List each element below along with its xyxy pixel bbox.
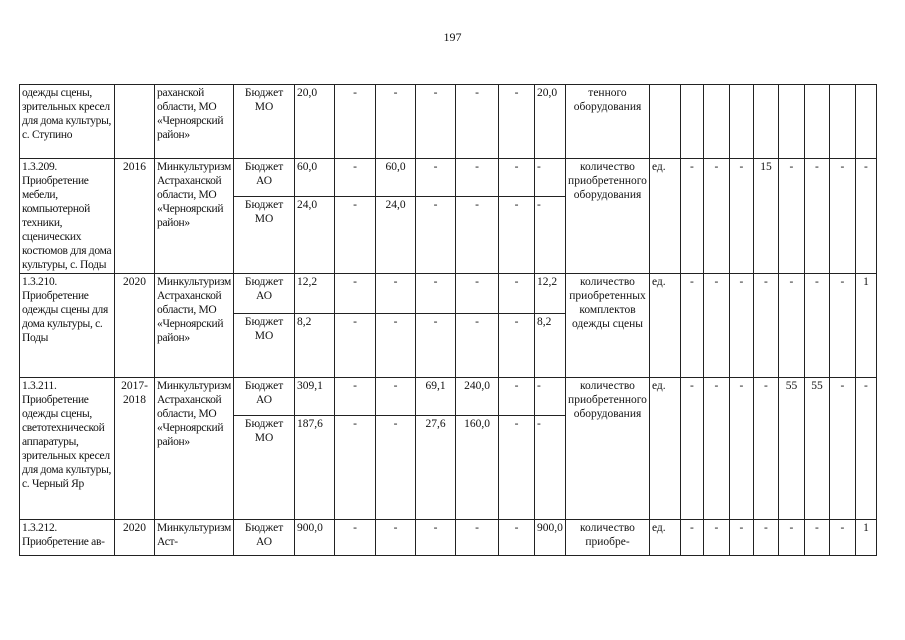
indicator-value-5: -: [778, 520, 804, 556]
indicator-value-3: -: [729, 520, 753, 556]
year-amount-3: -: [416, 85, 456, 159]
year-amount-5: -: [499, 314, 535, 378]
year-amount-1: -: [335, 314, 376, 378]
year-amount-4: 160,0: [456, 416, 499, 520]
indicator-value-2: -: [703, 159, 729, 274]
table-row: [20, 520, 877, 556]
indicator-value-1: [680, 85, 703, 159]
activity-name: одежды сцены, зрительных кресел для дома культуры, с. Ступино: [20, 85, 115, 159]
year-amount-4: -: [456, 520, 499, 556]
year-amount-1: -: [335, 274, 376, 314]
year-amount-1: -: [335, 197, 376, 274]
year-amount-2: -: [376, 274, 416, 314]
funding-source: Бюджет АО: [234, 378, 295, 416]
year-amount-4: -: [456, 314, 499, 378]
year-amount-6: -: [535, 416, 566, 520]
period-cell: 2016: [115, 159, 155, 274]
indicator-value-8: -: [855, 378, 876, 520]
unit-cell: ед.: [649, 159, 680, 274]
executor-cell: Минкультуризм Астраханской области, МО «Черноярский район»: [155, 274, 234, 378]
year-amount-6: 12,2: [535, 274, 566, 314]
total-amount: 20,0: [295, 85, 335, 159]
total-amount: 187,6: [295, 416, 335, 520]
year-amount-6: -: [535, 197, 566, 274]
indicator-value-4: -: [753, 274, 778, 378]
year-amount-6: -: [535, 378, 566, 416]
year-amount-5: -: [499, 416, 535, 520]
indicator-value-2: [703, 85, 729, 159]
indicator-value-6: 55: [804, 378, 829, 520]
indicator-value-5: 55: [778, 378, 804, 520]
funding-source: Бюджет МО: [234, 314, 295, 378]
year-amount-3: -: [416, 274, 456, 314]
indicator-value-3: [729, 85, 753, 159]
year-amount-1: -: [335, 159, 376, 197]
indicator-value-8: -: [855, 159, 876, 274]
year-amount-4: -: [456, 85, 499, 159]
indicator-value-6: -: [804, 159, 829, 274]
indicator-value-1: -: [680, 274, 703, 378]
year-amount-2: -: [376, 85, 416, 159]
funding-source: Бюджет АО: [234, 520, 295, 556]
total-amount: 8,2: [295, 314, 335, 378]
indicator-value-8: 1: [855, 520, 876, 556]
year-amount-1: -: [335, 85, 376, 159]
funding-source: Бюджет МО: [234, 197, 295, 274]
year-amount-1: -: [335, 378, 376, 416]
indicator-cell: количество приобретенного оборудования: [566, 378, 650, 520]
activity-name: 1.3.212. Приобретение ав-: [20, 520, 115, 556]
year-amount-1: -: [335, 520, 376, 556]
year-amount-4: -: [456, 159, 499, 197]
year-amount-6: 20,0: [535, 85, 566, 159]
indicator-value-6: -: [804, 274, 829, 378]
unit-cell: ед.: [649, 520, 680, 556]
funding-source: Бюджет МО: [234, 416, 295, 520]
total-amount: 12,2: [295, 274, 335, 314]
funding-source: Бюджет МО: [234, 85, 295, 159]
year-amount-1: -: [335, 416, 376, 520]
year-amount-3: -: [416, 159, 456, 197]
indicator-cell: количество приобретенного оборудования: [566, 159, 650, 274]
unit-cell: [649, 85, 680, 159]
indicator-value-2: -: [703, 378, 729, 520]
year-amount-5: -: [499, 274, 535, 314]
indicator-value-5: -: [778, 159, 804, 274]
year-amount-2: -: [376, 520, 416, 556]
year-amount-5: -: [499, 85, 535, 159]
year-amount-3: -: [416, 197, 456, 274]
indicator-value-3: -: [729, 274, 753, 378]
year-amount-6: 8,2: [535, 314, 566, 378]
executor-cell: раханской области, МО «Черноярский район»: [155, 85, 234, 159]
program-table: [19, 84, 877, 556]
activity-name: 1.3.210. Приобретение одежды сцены для дома культуры, с. Поды: [20, 274, 115, 378]
indicator-value-1: -: [680, 378, 703, 520]
year-amount-6: -: [535, 159, 566, 197]
indicator-value-7: -: [829, 159, 855, 274]
unit-cell: ед.: [649, 274, 680, 378]
indicator-value-1: -: [680, 520, 703, 556]
year-amount-5: -: [499, 197, 535, 274]
total-amount: 309,1: [295, 378, 335, 416]
year-amount-3: -: [416, 314, 456, 378]
table-row: [20, 85, 877, 159]
unit-cell: ед.: [649, 378, 680, 520]
year-amount-2: 60,0: [376, 159, 416, 197]
table-row: [20, 159, 877, 197]
table-row: [20, 274, 877, 314]
indicator-value-2: -: [703, 274, 729, 378]
indicator-cell: количество приобретенных комплектов одежды сцены: [566, 274, 650, 378]
indicator-value-1: -: [680, 159, 703, 274]
activity-name: 1.3.211. Приобретение одежды сцены, светотехнической аппаратуры, зрительных кресел для дома культуры, с. Черный Яр: [20, 378, 115, 520]
year-amount-2: -: [376, 378, 416, 416]
funding-source: Бюджет АО: [234, 159, 295, 197]
indicator-value-5: [778, 85, 804, 159]
year-amount-2: -: [376, 416, 416, 520]
indicator-cell: количество приобре-: [566, 520, 650, 556]
indicator-value-3: -: [729, 159, 753, 274]
indicator-value-4: [753, 85, 778, 159]
indicator-value-6: [804, 85, 829, 159]
year-amount-5: -: [499, 159, 535, 197]
indicator-value-8: [855, 85, 876, 159]
year-amount-3: 27,6: [416, 416, 456, 520]
year-amount-2: 24,0: [376, 197, 416, 274]
executor-cell: Минкультуризм Астраханской области, МО «Черноярский район»: [155, 378, 234, 520]
table-row: [20, 378, 877, 416]
indicator-value-3: -: [729, 378, 753, 520]
indicator-value-4: -: [753, 520, 778, 556]
indicator-value-4: 15: [753, 159, 778, 274]
indicator-value-5: -: [778, 274, 804, 378]
year-amount-5: -: [499, 378, 535, 416]
year-amount-4: -: [456, 197, 499, 274]
activity-name: 1.3.209. Приобретение мебели, компьютерной техники, сценических костюмов для дома культуры, с. Поды: [20, 159, 115, 274]
indicator-value-6: -: [804, 520, 829, 556]
indicator-value-7: -: [829, 520, 855, 556]
year-amount-5: -: [499, 520, 535, 556]
year-amount-6: 900,0: [535, 520, 566, 556]
year-amount-4: 240,0: [456, 378, 499, 416]
indicator-value-8: 1: [855, 274, 876, 378]
year-amount-2: -: [376, 314, 416, 378]
page-number: 197: [443, 30, 462, 44]
year-amount-3: -: [416, 520, 456, 556]
executor-cell: Минкультуризм Аст-: [155, 520, 234, 556]
total-amount: 60,0: [295, 159, 335, 197]
executor-cell: Минкультуризм Астраханской области, МО «Черноярский район»: [155, 159, 234, 274]
period-cell: 2017-2018: [115, 378, 155, 520]
funding-source: Бюджет АО: [234, 274, 295, 314]
indicator-value-7: [829, 85, 855, 159]
period-cell: [115, 85, 155, 159]
indicator-value-4: -: [753, 378, 778, 520]
indicator-value-7: -: [829, 378, 855, 520]
indicator-value-7: -: [829, 274, 855, 378]
total-amount: 900,0: [295, 520, 335, 556]
indicator-value-2: -: [703, 520, 729, 556]
period-cell: 2020: [115, 520, 155, 556]
year-amount-4: -: [456, 274, 499, 314]
year-amount-3: 69,1: [416, 378, 456, 416]
indicator-cell: тенного оборудования: [566, 85, 650, 159]
total-amount: 24,0: [295, 197, 335, 274]
period-cell: 2020: [115, 274, 155, 378]
